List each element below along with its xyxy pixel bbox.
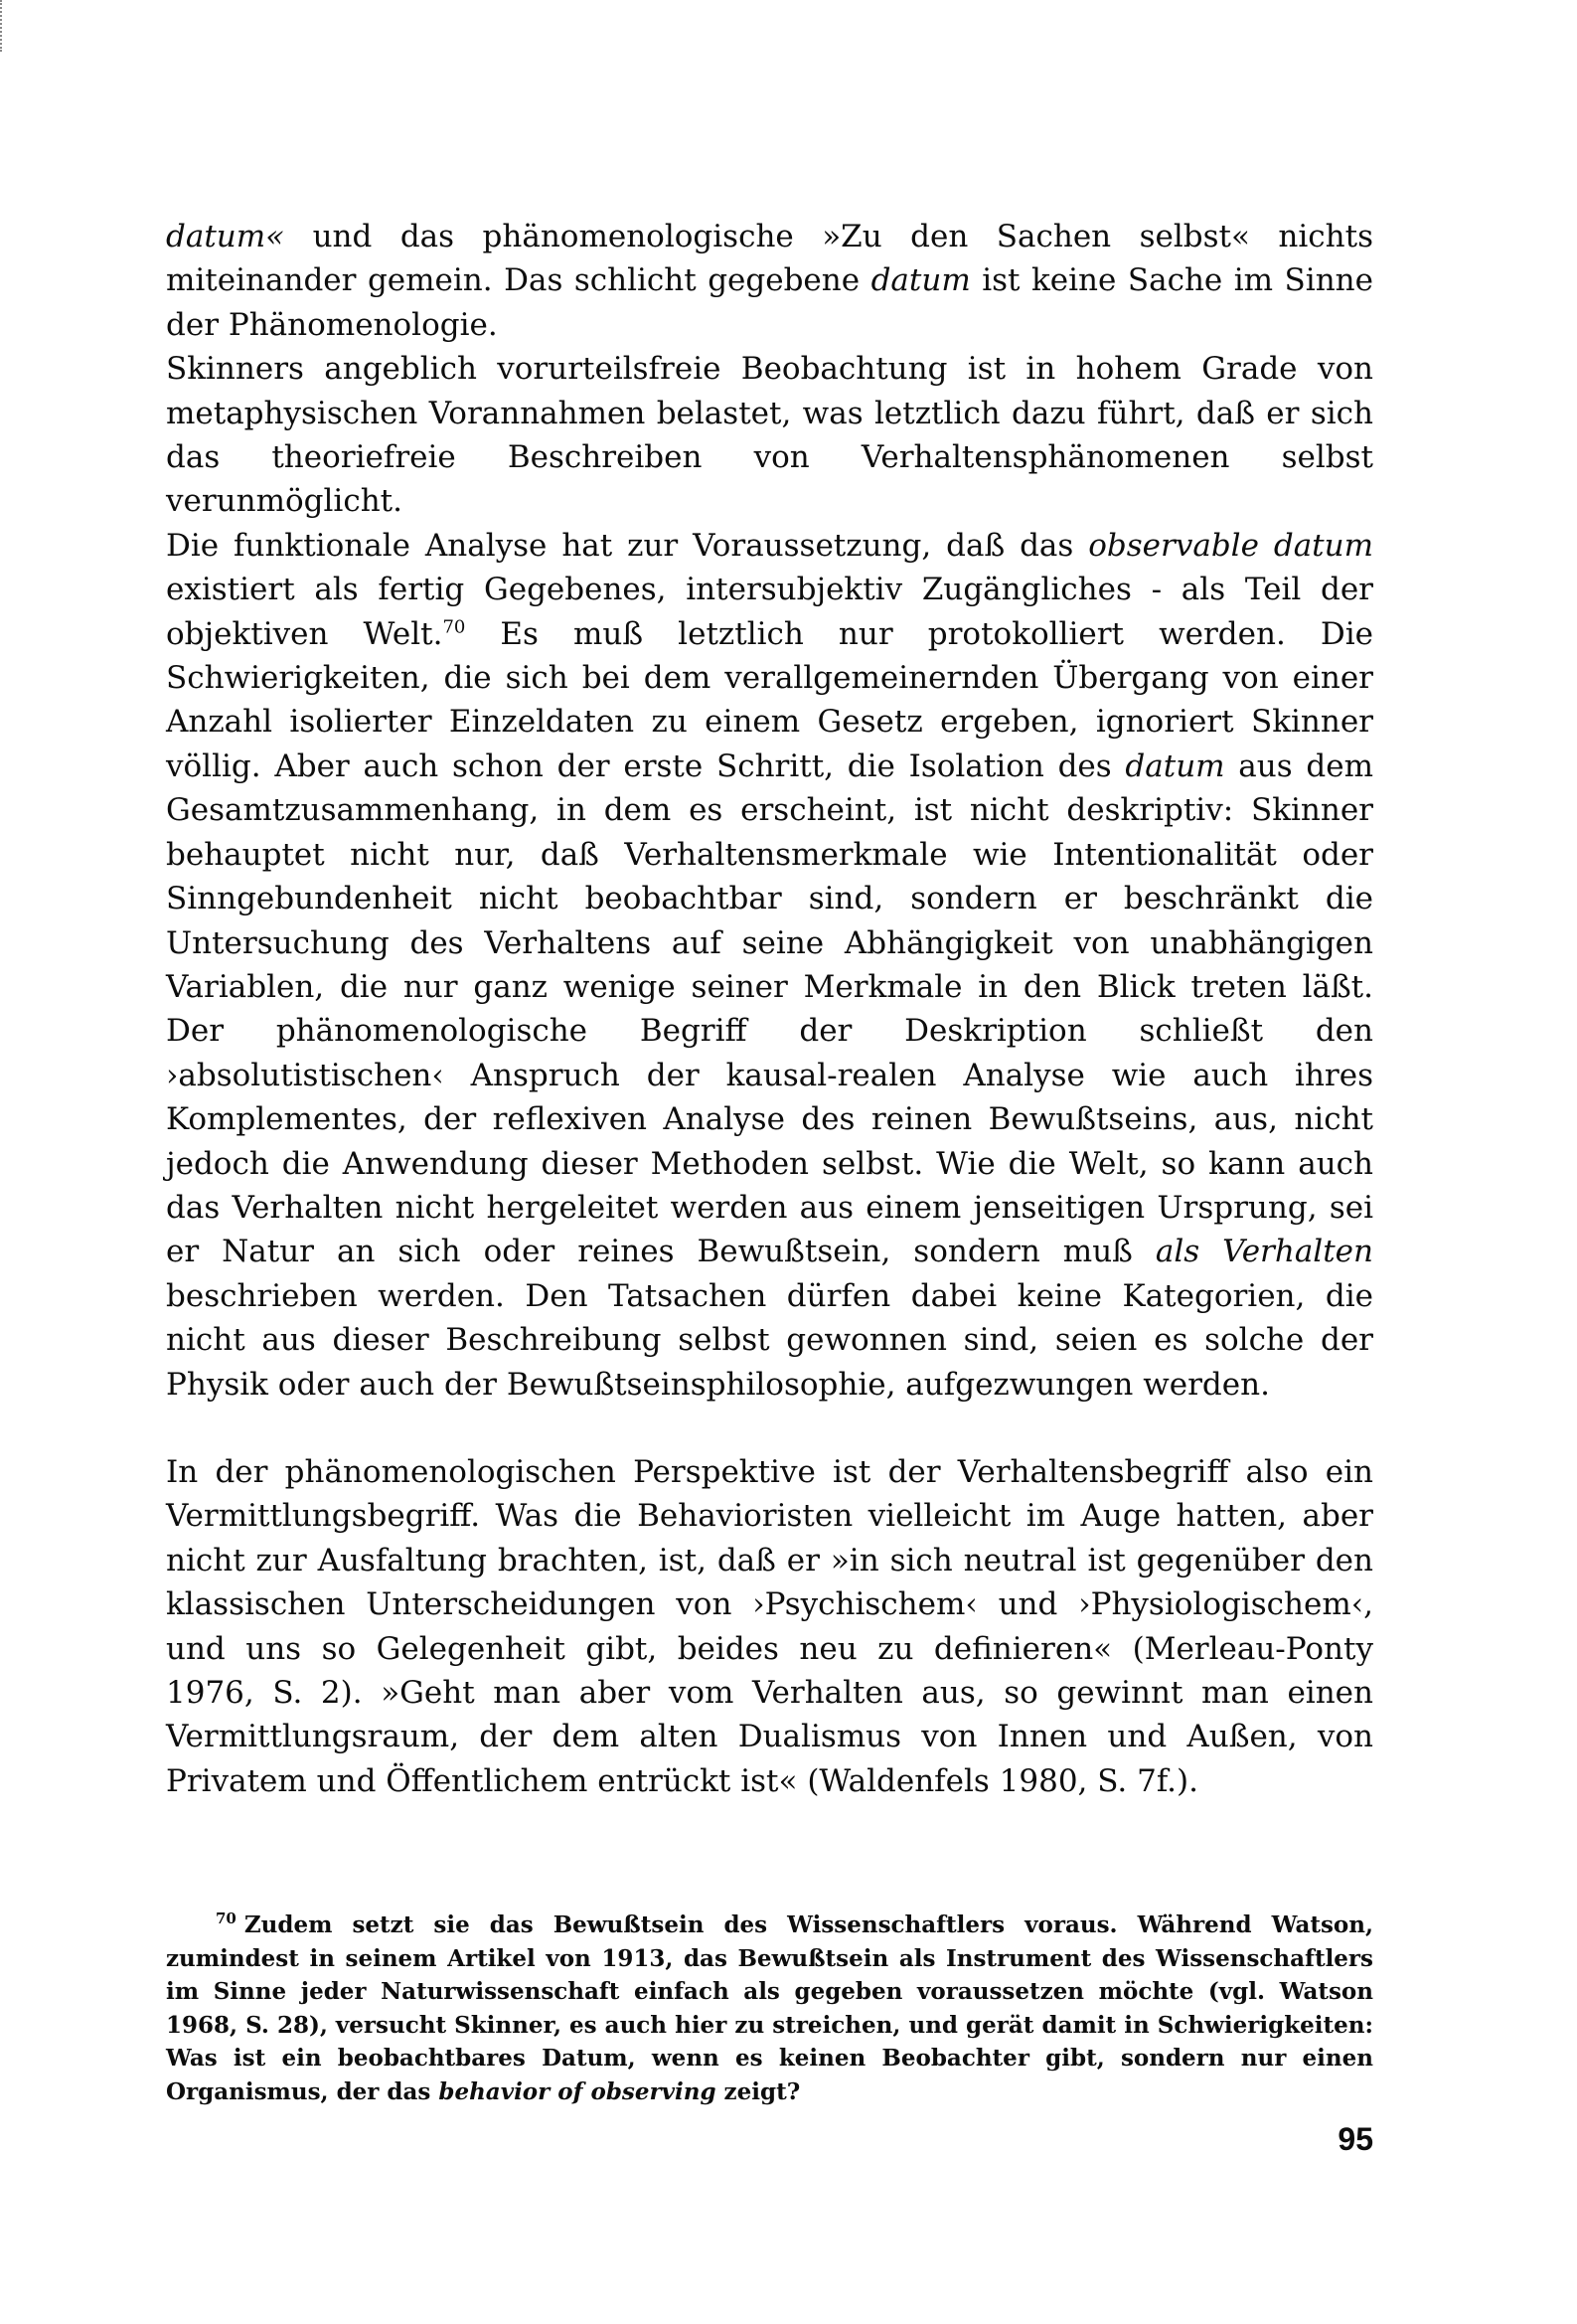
text-segment: Skinners angeblich vorurteilsfreie Beobachtung ist in hohem Grade von metaphysischen Vorannahmen belastet, was letztlich dazu führt, daß er sich das theoriefreie Beschreiben von Verhaltensphänomenen selbst verunmöglicht.: [166, 351, 1373, 520]
paragraph: [166, 524, 1373, 1407]
text-segment: datum: [870, 262, 971, 299]
text-segment: als Verhalten: [1155, 1234, 1373, 1270]
footnote-text: Zudem setzt sie das Bewußtsein des Wissenschaftlers voraus. Während Watson, zumindest in seinem Artikel von 1913, das Bewußtsein als Instrument des Wissenschaftlers im Sinne jeder Naturwissenschaft einfach als gegeben voraussetzen möchte (vgl. Watson 1968, S. 28), versucht Skinner, es auch hier zu streichen, und gerät damit in Schwierigkeiten: Was ist ein beobachtbares Datum, wenn es keinen Beobachter gibt, sondern nur einen Organismus, der das: [166, 1911, 1373, 2105]
footnote-number: 70: [216, 1909, 237, 1928]
paragraph: [166, 1450, 1373, 1803]
text-segment: Es muß letztlich nur protokolliert werden. Die Schwierigkeiten, die sich bei dem verallgemeinernden Übergang von einer Anzahl isolierter Einzeldaten zu einem Gesetz ergeben, ignoriert Skinner völlig. Aber auch schon der erste Schritt, die Isolation des: [166, 615, 1373, 784]
text-segment: Die funktionale Analyse hat zur Voraussetzung, daß das: [166, 527, 1089, 564]
paragraph: [166, 347, 1373, 524]
text-segment: In der phänomenologischen Perspektive ist der Verhaltensbegriff also ein Vermittlungsbegriff. Was die Behavioristen vielleicht im Auge hatten, aber nicht zur Ausfaltung brachten, ist, daß er »in sich neutral ist gegenüber den klassischen Unterscheidungen von ›Psychischem‹ und ›Physiologischem‹, und uns so Gelegenheit gibt, beides neu zu definieren« (Merleau-Ponty 1976, S. 2). »Geht man aber vom Verhalten aus, so gewinnt man einen Vermittlungsraum, der dem alten Dualismus von Innen und Außen, von Privatem und Öffentlichem entrückt ist« (Waldenfels 1980, S. 7f.).: [166, 1453, 1373, 1799]
text-segment: datum: [1125, 747, 1225, 784]
paragraph: [166, 215, 1373, 347]
footnote-text: zeigt?: [715, 2077, 801, 2105]
body-text: [166, 215, 1373, 1803]
text-segment: observable datum: [1088, 527, 1373, 564]
text-segment: datum«: [166, 219, 285, 254]
text-segment: ist keine Sache im Sinne der Phänomenologie.: [166, 262, 1373, 343]
text-segment: und das phänomenologische »Zu den Sachen selbst« nichts miteinander gemein. Das schlicht gegebene: [166, 219, 1373, 299]
page-number: 95: [1338, 2121, 1373, 2157]
footnote-text: behavior of observing: [438, 2077, 716, 2105]
footnote: [166, 1909, 1373, 2108]
text-segment: existiert als fertig Gegebenes, intersubjektiv Zugängliches - als Teil der objektiven Welt.: [166, 572, 1373, 652]
text-segment: beschrieben werden. Den Tatsachen dürfen dabei keine Kategorien, die nicht aus dieser Beschreibung selbst gewonnen sind, seien es solche der Physik oder auch der Bewußtseinsphilosophie, aufgezwungen werden.: [166, 1277, 1373, 1403]
text-segment: aus dem Gesamtzusammenhang, in dem es erscheint, ist nicht deskriptiv: Skinner behauptet nicht nur, daß Verhaltensmerkmale wie Intentionalität oder Sinngebundenheit nicht beobachtbar sind, sondern er beschränkt die Untersuchung des Verhaltens auf seine Abhängigkeit von unabhängigen Variablen, die nur ganz wenige seiner Merkmale in den Blick treten läßt. Der phänomenologische Begriff der Deskription schließt den ›absolutistischen‹ Anspruch der kausal-realen Analyse wie auch ihres Komplementes, der reflexiven Analyse des reinen Bewußtseins, aus, nicht jedoch die Anwendung dieser Methoden selbst. Wie die Welt, so kann auch das Verhalten nicht hergeleitet werden aus einem jenseitigen Ursprung, sei er Natur an sich oder reines Bewußtsein, sondern muß: [166, 747, 1373, 1270]
scan-edge-mark: [0, 0, 4, 52]
footnote-reference[interactable]: 70: [442, 616, 466, 638]
